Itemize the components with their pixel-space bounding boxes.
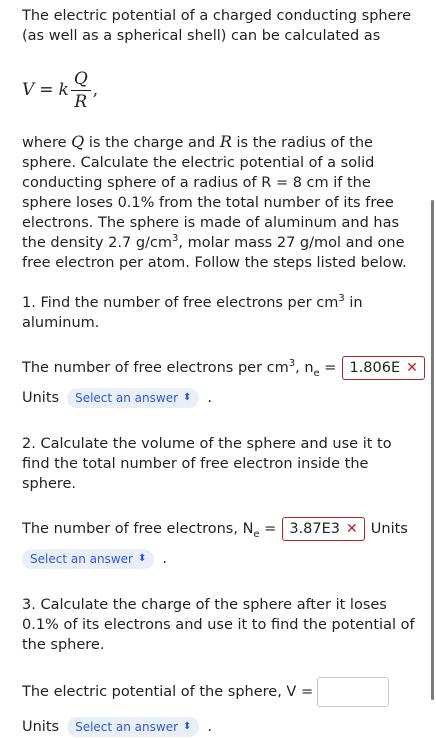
chevron-updown-icon: ⬍ (137, 553, 147, 564)
close-x-icon: ✕ (346, 521, 358, 537)
step2-units-row: Select an answer ⬍ . (22, 547, 436, 571)
step1-units-row: Units Select an answer ⬍ . (22, 386, 436, 410)
chevron-updown-icon: ⬍ (183, 721, 192, 732)
step1-instruction: 1. Find the number of free electrons per $cm^3$ in aluminum. (22, 293, 363, 331)
step1-answer-input[interactable]: 1.806E ✕ (342, 356, 424, 380)
step2-instruction: 2. Calculate the volume of the sphere and use it to find the total number of free electron inside the sphere. (22, 436, 392, 492)
step2-answer-input[interactable]: 3.87E3 ✕ (282, 517, 364, 541)
close-x-icon: ✕ (406, 360, 418, 376)
step3-units-select[interactable]: Select an answer ⬍ (67, 717, 199, 737)
step3-units-label: Units (22, 719, 60, 735)
potential-formula: V = k $\frac{Q}{R}$ , (22, 68, 99, 112)
step3-answer-row (22, 677, 436, 707)
formula-numerator: Q (71, 70, 91, 91)
step2-answer-row (22, 517, 436, 541)
formula-denominator: R (74, 91, 88, 112)
step3-answer-label: The electric potential of the sphere, V = (22, 684, 314, 700)
step2-answer-label: The number of free electrons, $N_e$ = (22, 521, 277, 540)
step1-answer-row (22, 356, 436, 380)
scrollbar[interactable] (431, 200, 434, 700)
step1-units-select[interactable]: Select an answer ⬍ (67, 388, 199, 408)
problem-statement: where Q is the charge and R is the radius of the sphere. Calculate the electric potential of a solid conducting sphere of a radius of R = 8 cm if the sphere loses 0.1% from the total number of its free electrons. The sphere is made of aluminum and has the density 2.7 $g/cm^3$, molar mass 27 g/mol and one free electron per atom. Follow the steps listed below. (22, 132, 407, 271)
step3-units-row: Units Select an answer ⬍ . (22, 715, 436, 739)
formula-lhs: V (22, 80, 35, 100)
formula-comma: , (92, 80, 99, 100)
formula-fraction (71, 70, 91, 111)
step1-units-label: Units (22, 390, 60, 406)
step3-answer-input[interactable] (317, 677, 389, 707)
formula-k: k (58, 80, 69, 100)
step2-units-label: Units (370, 521, 408, 537)
step2-units-select[interactable]: Select an answer ⬍ (22, 549, 154, 569)
step3-instruction: 3. Calculate the charge of the sphere after it loses 0.1% of its electrons and use it to find the potential of the sphere. (22, 597, 415, 653)
intro-text: The electric potential of a charged conducting sphere (as well as a spherical shell) can be calculated as (22, 8, 412, 44)
step1-answer-label: The number of free electrons per $cm^3$, $n_e$ = (22, 358, 337, 379)
chevron-updown-icon: ⬍ (183, 392, 192, 403)
